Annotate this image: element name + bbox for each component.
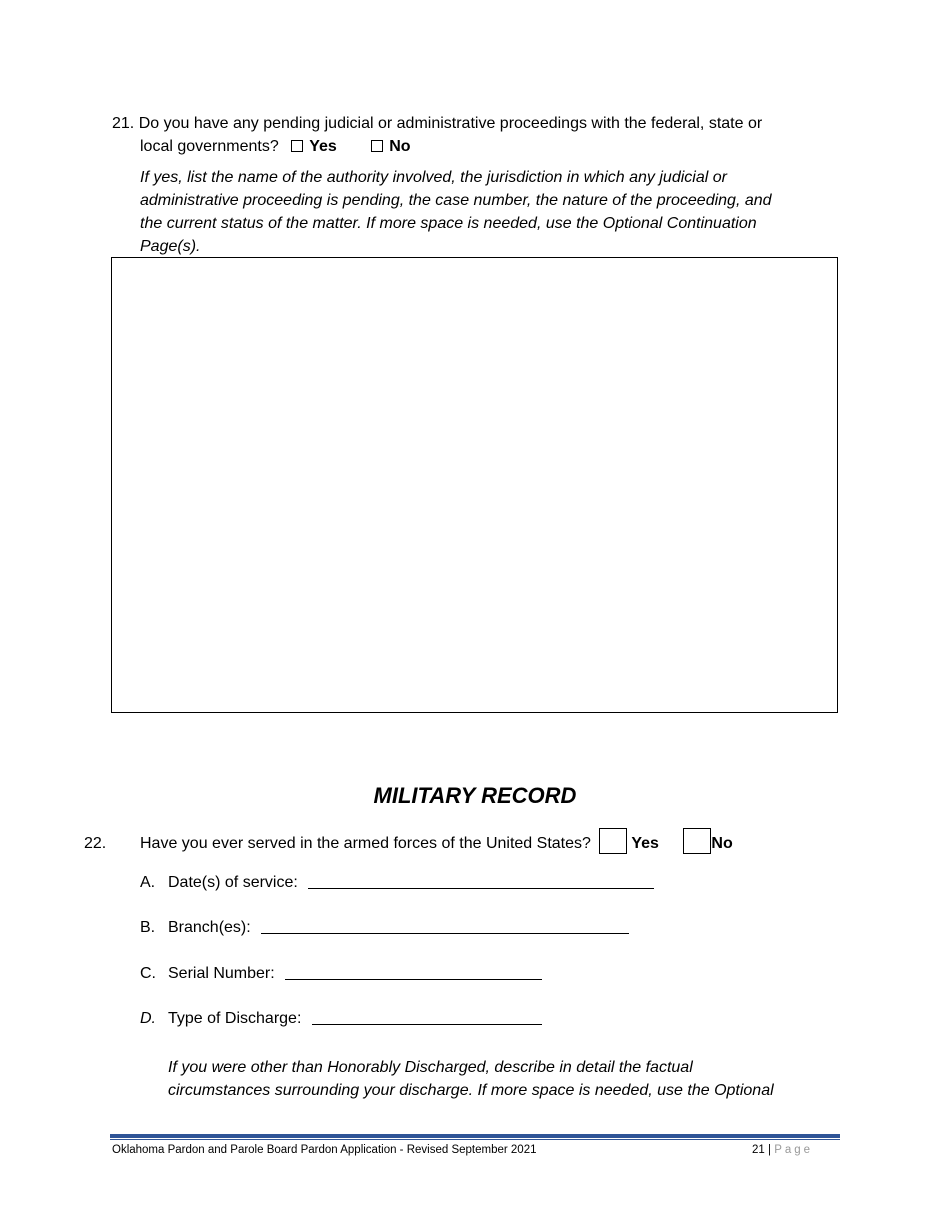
q21-instructions-line: administrative proceeding is pending, the case number, the nature of the proceeding, and [140, 192, 772, 209]
field-label: Type of Discharge: [168, 1010, 302, 1027]
q22-no-option[interactable] [683, 835, 732, 852]
field-label: Date(s) of service: [168, 874, 298, 891]
q21-instructions-line: the current status of the matter. If more space is needed, use the Optional Continuation [140, 215, 757, 232]
q21-instructions-line: Page(s). [140, 238, 201, 255]
q21-yes-label: Yes [309, 138, 337, 155]
q21-no-option[interactable] [371, 138, 410, 155]
footer-rule-thin [110, 1139, 840, 1140]
q22-no-label: No [711, 835, 733, 852]
q22-number: 22. [84, 835, 107, 852]
q22-yes-checkbox[interactable] [599, 828, 627, 854]
q21-question-text: Do you have any pending judicial or administrative proceedings with the federal, state or [138, 115, 763, 132]
q21-question-text-2: local governments? [140, 138, 279, 155]
footer-page [752, 1144, 813, 1156]
field-letter: C. [140, 965, 156, 982]
field-letter: B. [140, 919, 156, 936]
branches-input[interactable] [261, 919, 629, 934]
field-letter: A. [140, 874, 156, 891]
q21-line-1 [112, 112, 762, 135]
q21-answer-box[interactable] [111, 257, 838, 713]
q21-no-label: No [389, 138, 411, 155]
discharge-instructions-line: If you were other than Honorably Discharged, describe in detail the factual [168, 1059, 693, 1076]
field-serial-number [140, 965, 542, 983]
q21-no-checkbox[interactable] [371, 140, 383, 152]
q22-no-checkbox[interactable] [683, 828, 711, 854]
page-word: Page [774, 1144, 814, 1156]
serial-number-input[interactable] [285, 965, 542, 980]
q21-instructions-line: If yes, list the name of the authority involved, the jurisdiction in which any judicial or [140, 169, 727, 186]
field-type-of-discharge [140, 1010, 542, 1028]
q22-yes-label: Yes [631, 835, 659, 852]
discharge-instructions [168, 1056, 838, 1102]
footer-text: Oklahoma Pardon and Parole Board Pardon Application - Revised September 2021 [112, 1144, 537, 1156]
field-dates-of-service [140, 874, 654, 892]
q22-yes-option[interactable] [599, 835, 663, 852]
q21-yes-checkbox[interactable] [291, 140, 303, 152]
q22-row [84, 828, 733, 854]
q21-instructions [140, 166, 830, 258]
field-branches [140, 919, 629, 937]
q21-yes-option[interactable] [291, 138, 341, 155]
field-label: Branch(es): [168, 919, 251, 936]
type-of-discharge-input[interactable] [312, 1010, 542, 1025]
discharge-instructions-line: circumstances surrounding your discharge. If more space is needed, use the Optional [168, 1082, 774, 1099]
q21-line-2 [140, 135, 411, 158]
footer-rule [110, 1134, 840, 1138]
military-record-title: MILITARY RECORD [373, 783, 577, 808]
page-separator: | [768, 1144, 771, 1156]
q21-number: 21. [112, 115, 135, 132]
field-letter: D. [140, 1010, 156, 1027]
page-number: 21 [752, 1144, 765, 1156]
dates-of-service-input[interactable] [308, 874, 654, 889]
q22-question-text: Have you ever served in the armed forces of the United States? [140, 835, 591, 852]
field-label: Serial Number: [168, 965, 275, 982]
